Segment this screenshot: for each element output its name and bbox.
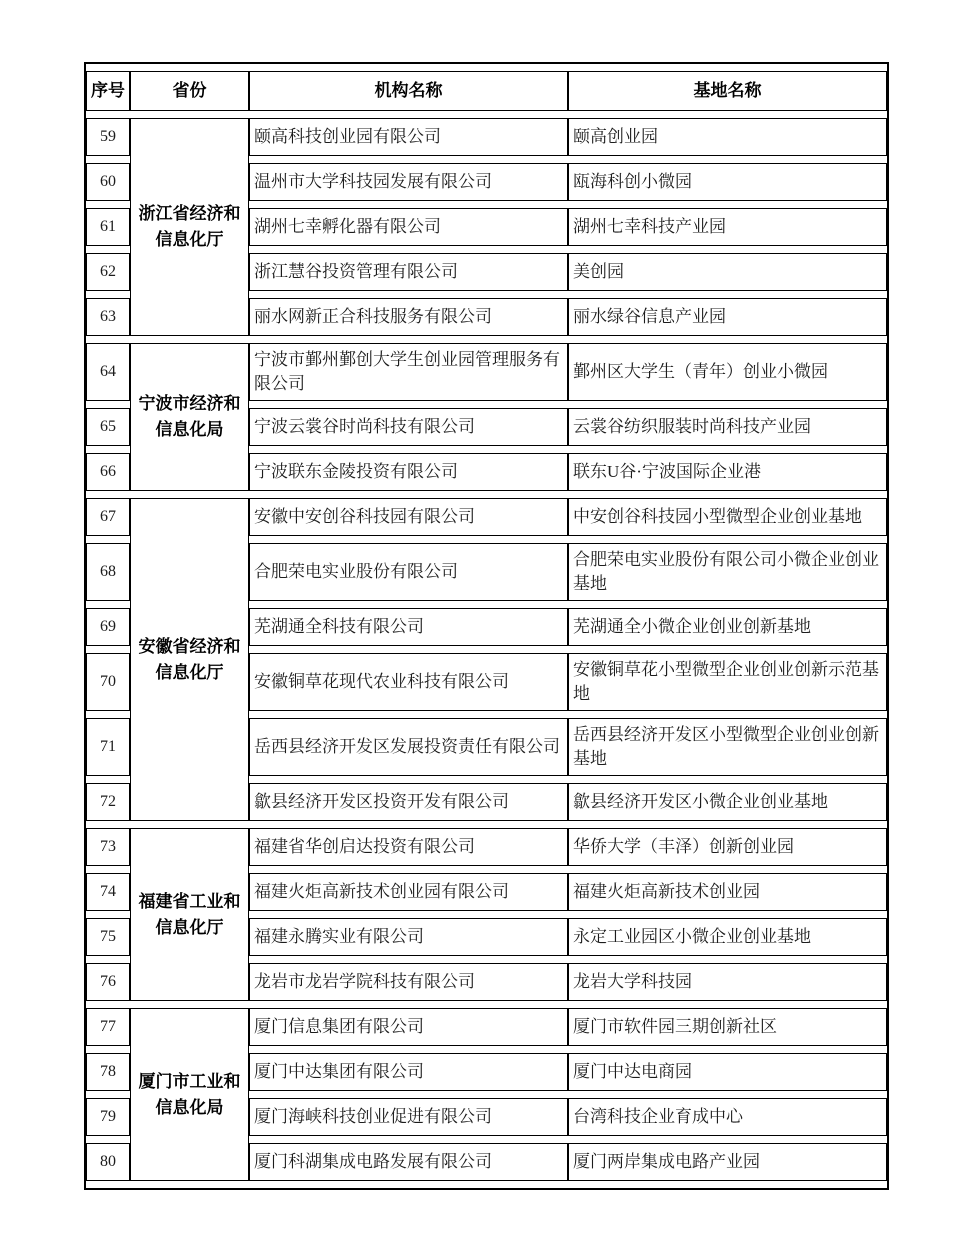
row-number-cell: 79 [86,1098,130,1136]
organization-cell: 浙江慧谷投资管理有限公司 [249,253,568,291]
header-organization: 机构名称 [249,71,568,111]
organization-cell: 丽水网新正合科技服务有限公司 [249,298,568,336]
base-name-cell: 瓯海科创小微园 [568,163,887,201]
organization-cell: 厦门信息集团有限公司 [249,1008,568,1046]
row-number-cell: 68 [86,543,130,601]
organization-cell: 颐高科技创业园有限公司 [249,118,568,156]
row-number-cell: 59 [86,118,130,156]
table-row [86,118,887,156]
organization-cell: 湖州七幸孵化器有限公司 [249,208,568,246]
base-name-cell: 厦门中达电商园 [568,1053,887,1091]
header-seq: 序号 [86,71,130,111]
province-cell: 厦门市工业和信息化局 [130,1008,249,1181]
organization-cell: 岳西县经济开发区发展投资责任有限公司 [249,718,568,776]
province-cell: 浙江省经济和信息化厅 [130,118,249,336]
row-number-cell: 70 [86,653,130,711]
base-name-cell: 美创园 [568,253,887,291]
base-name-cell: 鄞州区大学生（青年）创业小微园 [568,343,887,401]
province-cell: 福建省工业和信息化厅 [130,828,249,1001]
base-name-cell: 联东U谷·宁波国际企业港 [568,453,887,491]
row-number-cell: 75 [86,918,130,956]
organization-cell: 安徽铜草花现代农业科技有限公司 [249,653,568,711]
base-name-cell: 歙县经济开发区小微企业创业基地 [568,783,887,821]
row-number-cell: 65 [86,408,130,446]
base-name-cell: 岳西县经济开发区小型微型企业创业创新基地 [568,718,887,776]
row-number-cell: 61 [86,208,130,246]
row-number-cell: 67 [86,498,130,536]
row-number-cell: 73 [86,828,130,866]
base-name-cell: 厦门市软件园三期创新社区 [568,1008,887,1046]
organization-cell: 安徽中安创谷科技园有限公司 [249,498,568,536]
row-number-cell: 74 [86,873,130,911]
organization-cell: 芜湖通全科技有限公司 [249,608,568,646]
base-name-cell: 安徽铜草花小型微型企业创业创新示范基地 [568,653,887,711]
base-name-cell: 颐高创业园 [568,118,887,156]
row-number-cell: 69 [86,608,130,646]
table-row [86,1008,887,1046]
row-number-cell: 63 [86,298,130,336]
row-number-cell: 71 [86,718,130,776]
table-header-row [86,71,887,111]
row-number-cell: 77 [86,1008,130,1046]
province-cell: 宁波市经济和信息化局 [130,343,249,491]
organization-cell: 合肥荣电实业股份有限公司 [249,543,568,601]
row-number-cell: 80 [86,1143,130,1181]
organization-cell: 福建省华创启达投资有限公司 [249,828,568,866]
base-name-cell: 福建火炬高新技术创业园 [568,873,887,911]
organization-cell: 龙岩市龙岩学院科技有限公司 [249,963,568,1001]
base-name-cell: 龙岩大学科技园 [568,963,887,1001]
institution-base-table [84,62,889,1190]
base-name-cell: 云裳谷纺织服装时尚科技产业园 [568,408,887,446]
province-cell: 安徽省经济和信息化厅 [130,498,249,821]
organization-cell: 福建火炬高新技术创业园有限公司 [249,873,568,911]
organization-cell: 宁波市鄞州鄞创大学生创业园管理服务有限公司 [249,343,568,401]
organization-cell: 歙县经济开发区投资开发有限公司 [249,783,568,821]
organization-cell: 温州市大学科技园发展有限公司 [249,163,568,201]
header-province: 省份 [130,71,249,111]
row-number-cell: 60 [86,163,130,201]
row-number-cell: 78 [86,1053,130,1091]
organization-cell: 宁波联东金陵投资有限公司 [249,453,568,491]
organization-cell: 厦门科湖集成电路发展有限公司 [249,1143,568,1181]
base-name-cell: 厦门两岸集成电路产业园 [568,1143,887,1181]
base-name-cell: 永定工业园区小微企业创业基地 [568,918,887,956]
row-number-cell: 72 [86,783,130,821]
row-number-cell: 62 [86,253,130,291]
base-name-cell: 华侨大学（丰泽）创新创业园 [568,828,887,866]
table-row [86,343,887,401]
organization-cell: 厦门中达集团有限公司 [249,1053,568,1091]
row-number-cell: 64 [86,343,130,401]
row-number-cell: 66 [86,453,130,491]
table-row [86,828,887,866]
base-name-cell: 芜湖通全小微企业创业创新基地 [568,608,887,646]
row-number-cell: 76 [86,963,130,1001]
base-name-cell: 中安创谷科技园小型微型企业创业基地 [568,498,887,536]
organization-cell: 福建永腾实业有限公司 [249,918,568,956]
base-name-cell: 合肥荣电实业股份有限公司小微企业创业基地 [568,543,887,601]
base-name-cell: 台湾科技企业育成中心 [568,1098,887,1136]
table-row [86,498,887,536]
organization-cell: 宁波云裳谷时尚科技有限公司 [249,408,568,446]
header-base: 基地名称 [568,71,887,111]
organization-cell: 厦门海峡科技创业促进有限公司 [249,1098,568,1136]
base-name-cell: 湖州七幸科技产业园 [568,208,887,246]
base-name-cell: 丽水绿谷信息产业园 [568,298,887,336]
